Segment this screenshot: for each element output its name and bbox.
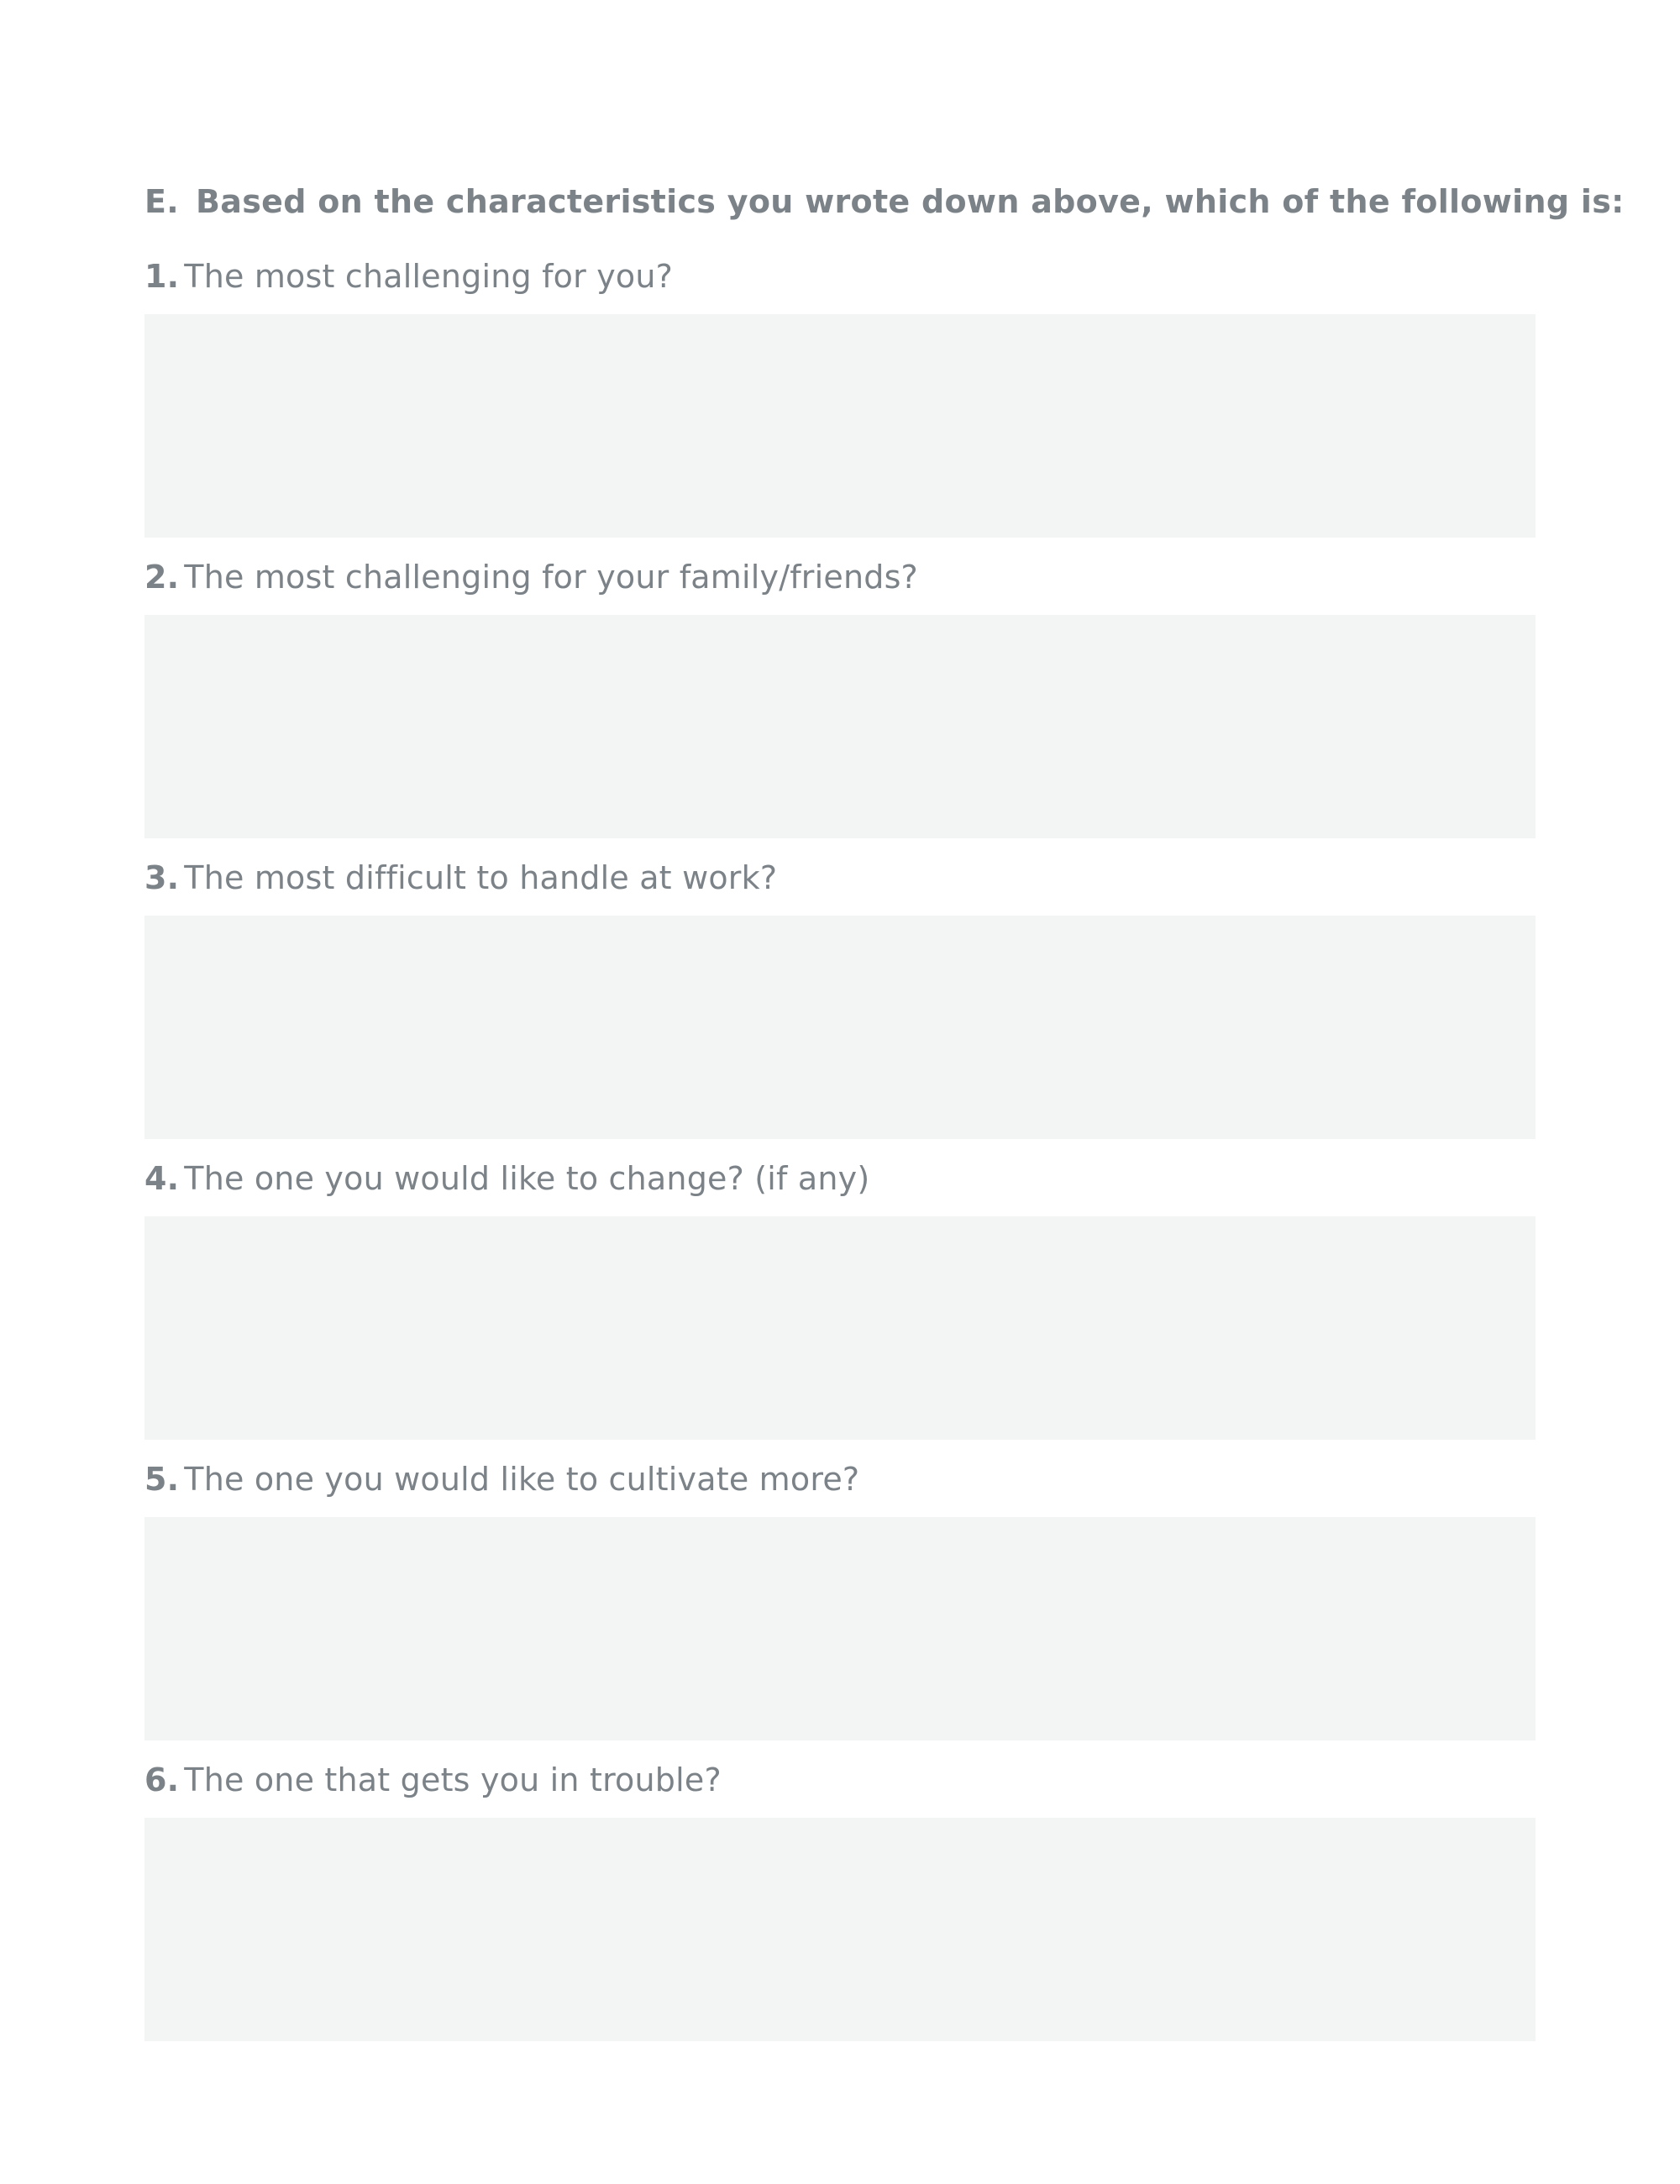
section-heading — [144, 183, 1625, 220]
question-label — [144, 1756, 1536, 1804]
answer-field-3[interactable] — [144, 916, 1536, 1139]
question-number: 4. — [144, 1160, 180, 1197]
question-label — [144, 1455, 1536, 1504]
question-number: 2. — [144, 559, 180, 596]
answer-field-5[interactable] — [144, 1517, 1536, 1740]
question-text: The most difficult to handle at work? — [184, 859, 778, 896]
section-letter: E. — [144, 183, 179, 220]
question-number: 3. — [144, 859, 180, 896]
answer-field-1[interactable] — [144, 314, 1536, 538]
question-text: The most challenging for your family/friends? — [184, 559, 918, 596]
question-number: 1. — [144, 258, 180, 295]
question-label — [144, 853, 1536, 902]
question-label — [144, 1154, 1536, 1203]
question-2 — [144, 553, 1536, 838]
question-text: The most challenging for you? — [184, 258, 674, 295]
question-label — [144, 553, 1536, 601]
question-number: 6. — [144, 1761, 180, 1798]
answer-field-4[interactable] — [144, 1216, 1536, 1440]
question-text: The one you would like to cultivate more? — [184, 1461, 860, 1498]
question-text: The one you would like to change? (if any) — [184, 1160, 870, 1197]
question-text: The one that gets you in trouble? — [184, 1761, 722, 1798]
answer-field-6[interactable] — [144, 1818, 1536, 2041]
answer-field-2[interactable] — [144, 615, 1536, 838]
question-3 — [144, 853, 1536, 1139]
question-4 — [144, 1154, 1536, 1440]
question-number: 5. — [144, 1461, 180, 1498]
section-heading-text: Based on the characteristics you wrote down above, which of the following is: — [196, 183, 1625, 220]
question-6 — [144, 1756, 1536, 2041]
question-5 — [144, 1455, 1536, 1740]
question-label — [144, 252, 1536, 301]
question-1 — [144, 252, 1536, 538]
